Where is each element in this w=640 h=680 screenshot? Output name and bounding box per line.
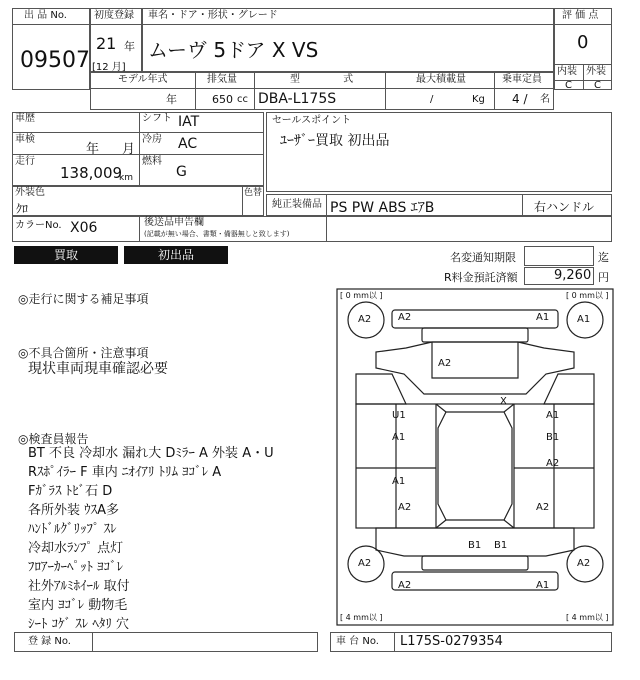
equipment: PS PW ABS ｴｱB: [330, 200, 435, 216]
first-listing-badge: 初出品: [124, 246, 228, 264]
first-registration-label: 初度登録: [94, 10, 134, 21]
history-label: 車歴: [15, 113, 35, 124]
equipment-label: 純正装備品: [272, 199, 322, 210]
car-name-label: 車名・ドア・形状・グレード: [148, 10, 278, 21]
inspector-line: Rｽﾎﾟｲﾗｰ F 車内 ﾆｵｲｱﾘ ﾄﾘﾑ ﾖｺﾞﾚ A: [28, 465, 222, 480]
damage-diagram: [336, 288, 614, 626]
shaken-label: 車検: [15, 134, 35, 145]
damage-mark: A1: [392, 476, 406, 487]
body-color: ｸﾛ: [16, 202, 29, 216]
capacity: 4 /: [512, 92, 528, 106]
ac: AC: [178, 136, 198, 152]
tire-depth-rear-left: [ 4 mm以 ]: [340, 613, 383, 622]
chassis-number: L175S-0279354: [400, 634, 503, 649]
chassis-no-label: 車 台 No.: [336, 636, 379, 647]
ac-label: 冷房: [142, 134, 162, 145]
damage-mark: A2: [398, 502, 412, 513]
color-number: X06: [70, 220, 98, 236]
damage-mark: A2: [577, 558, 591, 569]
repaint-label: 色替: [244, 188, 263, 198]
displacement-label: 排気量: [207, 74, 237, 85]
shift: IAT: [178, 114, 200, 130]
damage-mark: A1: [392, 432, 406, 443]
tire-depth-rear-right: [ 4 mm以 ]: [566, 613, 609, 622]
damage-mark: A1: [536, 580, 550, 591]
inspector-line: BT 不良 冷却水 漏れ大 Dﾐﾗｰ A 外装 A・U: [28, 446, 274, 461]
damage-mark: A2: [398, 580, 412, 591]
displacement: 650: [212, 93, 233, 106]
damage-mark: A2: [546, 458, 560, 469]
interior-grade: C: [565, 80, 572, 91]
model-year-label: モデル年式: [118, 74, 168, 85]
shaken-year: 年: [86, 142, 100, 157]
inspector-line: Fｶﾞﾗｽ ﾄﾋﾞ石 D: [28, 484, 113, 499]
tire-depth-front-right: [ 0 mm以 ]: [566, 291, 609, 300]
mileage: 138,009: [60, 164, 123, 182]
score-label: 評 価 点: [562, 10, 599, 21]
steering-side: 右ハンドル: [534, 200, 595, 214]
damage-mark: A1: [577, 314, 591, 325]
name-change-unit: 迄: [598, 251, 609, 264]
sales-point-label: セールスポイント: [272, 115, 352, 126]
car-outline-icon: [336, 288, 614, 626]
defect-text: 現状車両現車確認必要: [28, 361, 168, 377]
name-change-label: 名変通知期限: [450, 251, 516, 264]
registration-month: [12 月]: [92, 62, 126, 73]
inspector-line: 社外ｱﾙﾐﾎｲｰﾙ 取付: [28, 579, 130, 594]
mileage-label: 走行: [15, 156, 35, 167]
inspector-line: ﾊﾝﾄﾞﾙｸﾞﾘｯﾌﾟ ｽﾚ: [28, 522, 117, 537]
damage-mark: A2: [438, 358, 452, 369]
max-load-unit: Kg: [472, 94, 485, 105]
shift-label: シフト: [142, 113, 172, 124]
damage-mark: A2: [398, 312, 412, 323]
capacity-label: 乗車定員: [502, 74, 542, 85]
color-box: [12, 186, 264, 216]
inspector-line: 冷却水ﾗﾝﾌﾟ 点灯: [28, 541, 124, 556]
exterior-label: 外装: [586, 66, 606, 77]
defect-notes-title: ◎不具合箇所・注意事項: [18, 346, 149, 360]
fuel: G: [176, 164, 187, 180]
max-load-slash: /: [430, 94, 434, 105]
aftermarket-note: (記載が無い場合、書類・備器無しと致します): [144, 230, 290, 238]
car-name: ムーヴ 5ドア X VS: [148, 38, 319, 62]
recycle-value: 9,260: [554, 268, 592, 283]
damage-mark: A1: [536, 312, 550, 323]
damage-mark: B1: [546, 432, 560, 443]
capacity-unit: 名: [540, 94, 550, 105]
damage-mark: B1: [468, 540, 482, 551]
color-no-box: [12, 216, 612, 242]
inspector-line: 室内 ﾖｺﾞﾚ 動物毛: [28, 598, 128, 613]
registration-no-label: 登 録 No.: [28, 636, 71, 647]
damage-mark: U1: [392, 410, 406, 421]
damage-mark: A1: [546, 410, 560, 421]
recycle-unit: 円: [598, 271, 609, 284]
color-no-label: カラーNo.: [15, 220, 62, 231]
lot-number-label: 出 品 No.: [24, 10, 67, 21]
max-load-label: 最大積載量: [416, 74, 466, 85]
inspector-line: ﾌﾛｱｰｶｰﾍﾟｯﾄ ﾖｺﾞﾚ: [28, 560, 124, 575]
interior-label: 内装: [557, 66, 577, 77]
details-left-box: [12, 112, 264, 186]
shaken-month: 月: [122, 142, 136, 157]
displacement-unit: cc: [237, 94, 248, 105]
registration-year: 21: [96, 34, 117, 53]
lot-number: 09507: [20, 48, 90, 73]
type-label: 型 式: [290, 74, 354, 85]
inspector-line: 各所外装 ｳｽA多: [28, 503, 120, 518]
tire-depth-front-left: [ 0 mm以 ]: [340, 291, 383, 300]
damage-mark: A2: [536, 502, 550, 513]
damage-mark: A2: [358, 314, 372, 325]
aftermarket-label: 後送品申告欄: [144, 217, 204, 228]
damage-mark: B1: [494, 540, 508, 551]
score: 0: [577, 32, 589, 53]
recycle-label: R料金預託済額: [444, 271, 518, 284]
damage-mark: A2: [358, 558, 372, 569]
name-change-field: [524, 246, 594, 266]
inspector-line: ｼｰﾄ ｺｹﾞ ｽﾚ ﾍﾀﾘ 穴: [28, 617, 130, 632]
purchase-badge: 買取: [14, 246, 118, 264]
registration-year-unit: 年: [124, 40, 135, 53]
color-label: 外装色: [15, 187, 45, 198]
driving-notes-title: ◎走行に関する補足事項: [18, 292, 149, 306]
exterior-grade: C: [594, 80, 601, 91]
model-type: DBA-L175S: [258, 91, 337, 107]
damage-mark: X: [500, 396, 507, 407]
fuel-label: 燃料: [142, 156, 162, 167]
sales-point: ﾕｰｻﾞｰ買取 初出品: [280, 133, 390, 149]
mileage-unit: km: [119, 173, 133, 183]
model-year-unit: 年: [166, 93, 177, 106]
inspector-report-title: ◎検査員報告: [18, 432, 89, 446]
